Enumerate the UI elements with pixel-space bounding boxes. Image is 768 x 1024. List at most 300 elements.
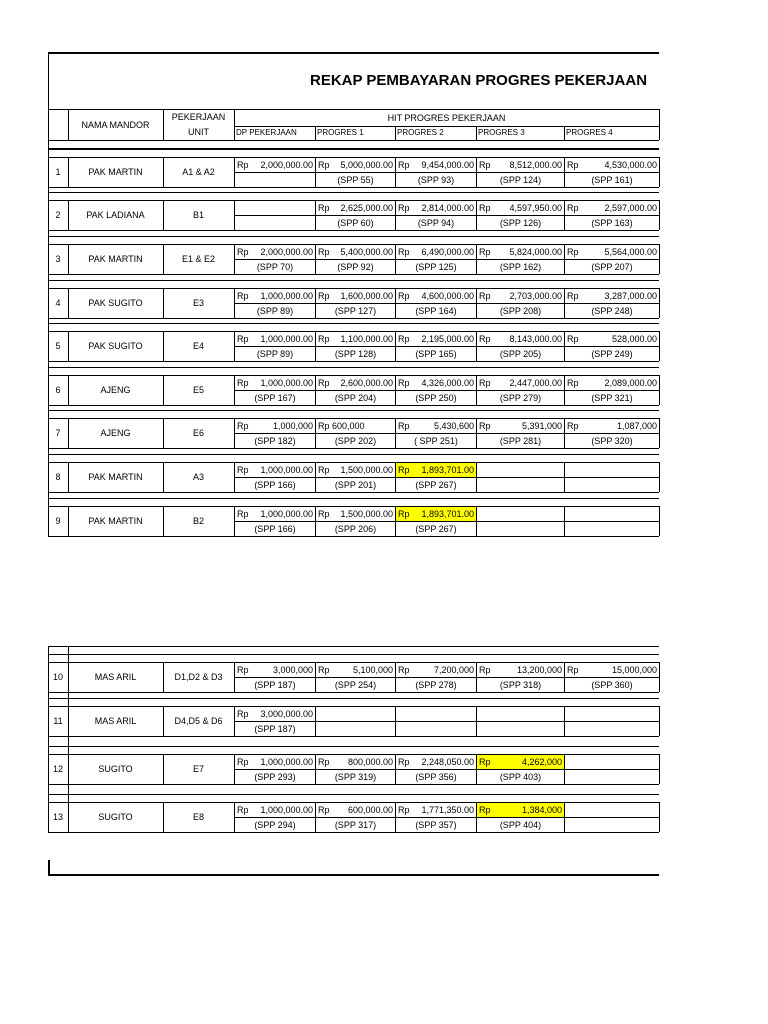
amount-value: 15,000,000 bbox=[611, 664, 657, 675]
currency-label: Rp bbox=[318, 159, 330, 170]
spp-reference: (SPP 207) bbox=[591, 261, 633, 272]
spp-reference bbox=[565, 770, 659, 784]
row-number: 9 bbox=[55, 515, 61, 526]
currency-label: Rp bbox=[318, 202, 330, 213]
unit-name: E1 & E2 bbox=[181, 253, 216, 264]
currency-label: Rp bbox=[318, 333, 330, 344]
header-col-progres-3: PROGRES 3 bbox=[478, 128, 525, 137]
spp-reference: (SPP 318) bbox=[499, 679, 542, 690]
spp-reference: (SPP 93) bbox=[417, 174, 455, 185]
payment-amount-cell bbox=[235, 245, 315, 259]
amount-value: 1,087,000 bbox=[616, 420, 657, 431]
spp-reference: (SPP 187) bbox=[254, 723, 296, 734]
row-bottom-border bbox=[48, 692, 659, 693]
spp-reference bbox=[477, 722, 564, 736]
header-col-progres-4: PROGRES 4 bbox=[566, 128, 613, 137]
amount-value: 8,143,000.00 bbox=[509, 333, 562, 344]
row-gap-line bbox=[48, 192, 659, 193]
payment-amount-cell bbox=[396, 707, 476, 721]
spp-reference: (SPP 267) bbox=[415, 479, 457, 490]
payment-amount-cell bbox=[565, 663, 659, 677]
spp-reference: (SPP 250) bbox=[415, 392, 457, 403]
payment-amount-cell bbox=[235, 289, 315, 303]
currency-label: Rp bbox=[237, 708, 249, 719]
payment-amount-cell bbox=[565, 707, 659, 721]
spp-reference: (SPP 201) bbox=[334, 479, 377, 490]
spp-reference: (SPP 167) bbox=[254, 392, 296, 403]
row-number: 13 bbox=[52, 811, 63, 822]
row-col-border bbox=[659, 506, 660, 536]
spp-reference: (SPP 124) bbox=[499, 174, 542, 185]
currency-label: Rp bbox=[398, 508, 410, 519]
spp-reference: (SPP 357) bbox=[415, 819, 457, 830]
mandor-name: MAS ARIL bbox=[94, 715, 137, 726]
currency-label: Rp bbox=[318, 508, 330, 519]
currency-label: Rp bbox=[237, 246, 249, 257]
payment-amount-cell bbox=[565, 245, 659, 259]
amount-value: 13,200,000 bbox=[516, 664, 562, 675]
payment-amount-cell bbox=[316, 419, 395, 433]
payment-amount-cell bbox=[477, 376, 564, 390]
amount-value: 1,000,000 bbox=[272, 420, 313, 431]
unit-name: A3 bbox=[192, 471, 204, 482]
spp-reference bbox=[396, 722, 476, 736]
amount-value: 5,400,000.00 bbox=[340, 246, 393, 257]
row-gap-line bbox=[48, 410, 659, 411]
unit-name: D1,D2 & D3 bbox=[174, 671, 223, 682]
page-title: REKAP PEMBAYARAN PROGRES PEKERJAAN bbox=[310, 71, 648, 89]
spp-reference: (SPP 279) bbox=[499, 392, 542, 403]
spp-reference: (SPP 125) bbox=[415, 261, 457, 272]
row-bottom-border bbox=[48, 492, 659, 493]
currency-label: Rp bbox=[398, 333, 410, 344]
payment-amount-cell bbox=[565, 463, 659, 477]
payment-amount-cell bbox=[477, 755, 564, 769]
header-divider-mandor bbox=[68, 109, 69, 140]
currency-label: Rp bbox=[237, 333, 249, 344]
spp-reference: (SPP 94) bbox=[417, 217, 455, 228]
currency-label: Rp bbox=[237, 664, 249, 675]
payment-amount-cell bbox=[565, 158, 659, 172]
payment-amount-cell bbox=[565, 755, 659, 769]
amount-value: 4,326,000.00 bbox=[421, 377, 474, 388]
amount-value: 2,447,000.00 bbox=[509, 377, 562, 388]
spp-reference: (SPP 208) bbox=[499, 305, 542, 316]
spp-reference bbox=[565, 818, 659, 832]
row-gap-line bbox=[48, 454, 659, 455]
amount-value: 1,000,000.00 bbox=[260, 756, 313, 767]
row-col-border bbox=[659, 754, 660, 784]
payment-amount-cell bbox=[396, 289, 476, 303]
currency-label: Rp bbox=[318, 464, 330, 475]
payment-amount-cell bbox=[235, 158, 315, 172]
row-col-border bbox=[659, 462, 660, 492]
amount-value: 1,100,000.00 bbox=[340, 333, 393, 344]
spp-reference: (SPP 70) bbox=[256, 261, 294, 272]
spp-reference bbox=[235, 173, 315, 187]
amount-value: 5,824,000.00 bbox=[509, 246, 562, 257]
amount-value: 2,597,000.00 bbox=[604, 202, 657, 213]
payment-amount-cell bbox=[396, 419, 476, 433]
row-bottom-border bbox=[48, 187, 659, 188]
row-number: 2 bbox=[55, 209, 61, 220]
spp-reference: (SPP 166) bbox=[254, 479, 296, 490]
amount-value: 9,454,000.00 bbox=[421, 159, 474, 170]
payment-amount-cell bbox=[316, 803, 395, 817]
currency-label: Rp bbox=[567, 420, 579, 431]
amount-value: 2,000,000.00 bbox=[260, 159, 313, 170]
payment-amount-cell bbox=[565, 376, 659, 390]
spp-reference: (SPP 161) bbox=[591, 174, 633, 185]
currency-label: Rp bbox=[398, 664, 410, 675]
header-col-divider bbox=[315, 126, 316, 140]
amount-value: 4,262,000 bbox=[521, 756, 562, 767]
spp-reference bbox=[565, 478, 659, 492]
currency-label: Rp bbox=[479, 377, 491, 388]
payment-amount-cell bbox=[235, 707, 315, 721]
currency-label: Rp bbox=[237, 464, 249, 475]
payment-amount-cell bbox=[565, 201, 659, 215]
currency-label: Rp bbox=[479, 159, 491, 170]
row-col-border bbox=[659, 375, 660, 405]
row-number: 10 bbox=[52, 671, 63, 682]
amount-value: 1,000,000.00 bbox=[260, 290, 313, 301]
row-bottom-border bbox=[48, 736, 659, 737]
payment-amount-cell bbox=[316, 158, 395, 172]
payment-amount-cell bbox=[396, 507, 476, 521]
spp-reference: (SPP 403) bbox=[499, 771, 542, 782]
row-col-border bbox=[659, 418, 660, 448]
currency-label: Rp bbox=[237, 756, 249, 767]
amount-value: 7,200,000 bbox=[433, 664, 474, 675]
header-col-progres-2: PROGRES 2 bbox=[397, 128, 444, 137]
row-col-border bbox=[659, 331, 660, 361]
spp-reference: (SPP 162) bbox=[499, 261, 542, 272]
header-divider-progres bbox=[234, 109, 235, 140]
currency-label: Rp bbox=[567, 202, 579, 213]
currency-label: Rp bbox=[398, 159, 410, 170]
row-number: 3 bbox=[55, 253, 61, 264]
unit-name: E4 bbox=[192, 340, 204, 351]
header-nama-mandor: NAMA MANDOR bbox=[81, 119, 150, 130]
amount-value: 600,000.00 bbox=[347, 804, 393, 815]
footer-line bbox=[48, 874, 659, 876]
currency-label: Rp bbox=[398, 246, 410, 257]
spp-reference: (SPP 60) bbox=[337, 217, 374, 228]
spp-reference: (SPP 248) bbox=[591, 305, 633, 316]
currency-label: Rp bbox=[237, 804, 249, 815]
header-line-sub bbox=[234, 126, 659, 127]
mandor-name: MAS ARIL bbox=[94, 671, 137, 682]
header-col-progres-1: PROGRES 1 bbox=[317, 128, 364, 137]
currency-label: Rp bbox=[318, 290, 330, 301]
spp-reference: (SPP 249) bbox=[591, 348, 633, 359]
spp-reference: (SPP 164) bbox=[415, 305, 457, 316]
currency-label: Rp bbox=[567, 333, 579, 344]
currency-label: Rp bbox=[237, 290, 249, 301]
currency-label: Rp bbox=[567, 159, 579, 170]
unit-name: E6 bbox=[192, 427, 204, 438]
amount-value: 5,000,000.00 bbox=[340, 159, 393, 170]
currency-label: Rp bbox=[479, 420, 491, 431]
payment-amount-cell bbox=[235, 507, 315, 521]
currency-label: Rp bbox=[398, 202, 410, 213]
header-pekerjaan: PEKERJAAN bbox=[171, 112, 226, 122]
currency-label: Rp bbox=[567, 290, 579, 301]
amount-value: 2,248,050.00 bbox=[421, 756, 474, 767]
spp-reference bbox=[565, 522, 659, 536]
unit-name: D4,D5 & D6 bbox=[174, 715, 223, 726]
spp-reference: (SPP 89) bbox=[256, 305, 294, 316]
currency-label: Rp bbox=[318, 377, 330, 388]
amount-value: 2,000,000.00 bbox=[260, 246, 313, 257]
amount-value: 1,893,701.00 bbox=[421, 464, 474, 475]
payment-amount-cell bbox=[316, 463, 395, 477]
mandor-name: PAK MARTIN bbox=[88, 166, 143, 177]
currency-label: Rp bbox=[237, 159, 249, 170]
row-col-border bbox=[659, 802, 660, 832]
amount-value: 2,600,000.00 bbox=[340, 377, 393, 388]
payment-amount-cell bbox=[396, 332, 476, 346]
spp-reference: (SPP 281) bbox=[499, 435, 542, 446]
currency-label: Rp bbox=[479, 664, 491, 675]
payment-amount-cell bbox=[396, 158, 476, 172]
amount-value: 800,000.00 bbox=[347, 756, 393, 767]
amount-value: 4,600,000.00 bbox=[421, 290, 474, 301]
payment-amount-cell bbox=[396, 201, 476, 215]
mandor-name: PAK LADIANA bbox=[86, 209, 145, 220]
spp-reference: (SPP 254) bbox=[334, 679, 377, 690]
amount-value: 1,500,000.00 bbox=[340, 464, 393, 475]
row-bottom-border bbox=[48, 230, 659, 231]
payment-amount-cell bbox=[477, 158, 564, 172]
amount-value: 1,000,000.00 bbox=[260, 333, 313, 344]
payment-amount-cell bbox=[477, 201, 564, 215]
payment-amount-cell bbox=[396, 803, 476, 817]
footer-tick bbox=[48, 860, 50, 876]
row-gap-line bbox=[48, 654, 659, 655]
payment-amount-cell bbox=[565, 803, 659, 817]
amount-value: 1,500,000.00 bbox=[340, 508, 393, 519]
mandor-name: AJENG bbox=[100, 384, 131, 395]
payment-amount-cell bbox=[316, 707, 395, 721]
row-number: 1 bbox=[55, 166, 61, 177]
amount-value: 5,564,000.00 bbox=[604, 246, 657, 257]
row-number: 4 bbox=[55, 297, 61, 308]
row-bottom-border bbox=[48, 536, 659, 537]
currency-label: Rp bbox=[479, 290, 491, 301]
row-bottom-border bbox=[48, 784, 659, 785]
currency-label: Rp bbox=[479, 804, 491, 815]
amount-value: 1,384,000 bbox=[521, 804, 562, 815]
payment-amount-cell bbox=[316, 289, 395, 303]
amount-value: 1,600,000.00 bbox=[340, 290, 393, 301]
unit-name: E7 bbox=[192, 763, 204, 774]
spp-reference: (SPP 267) bbox=[415, 523, 457, 534]
amount-value: 4,530,000.00 bbox=[604, 159, 657, 170]
payment-amount-cell bbox=[235, 663, 315, 677]
payment-amount-cell bbox=[235, 419, 315, 433]
payment-amount-cell bbox=[565, 332, 659, 346]
amount-value: 4,597,950.00 bbox=[509, 202, 562, 213]
mandor-name: PAK MARTIN bbox=[88, 253, 143, 264]
payment-amount-cell bbox=[316, 755, 395, 769]
payment-amount-cell bbox=[477, 803, 564, 817]
currency-label: Rp bbox=[237, 508, 249, 519]
row-gap-line bbox=[48, 280, 659, 281]
header-line-bottom bbox=[48, 140, 659, 141]
payment-amount-cell bbox=[565, 289, 659, 303]
amount-value: 1,000,000.00 bbox=[260, 377, 313, 388]
mandor-name: PAK MARTIN bbox=[88, 471, 143, 482]
spp-reference: (SPP 404) bbox=[499, 819, 542, 830]
amount-value: 1,000,000.00 bbox=[260, 804, 313, 815]
amount-value: 2,195,000.00 bbox=[421, 333, 474, 344]
amount-value: 5,391,000 bbox=[521, 420, 562, 431]
currency-label: Rp bbox=[318, 804, 330, 815]
row-col-border bbox=[659, 244, 660, 274]
amount-value: 2,703,000.00 bbox=[509, 290, 562, 301]
spp-reference: (SPP 206) bbox=[334, 523, 377, 534]
payment-amount-cell bbox=[235, 755, 315, 769]
spp-reference bbox=[477, 478, 564, 492]
payment-amount-cell bbox=[235, 463, 315, 477]
spp-reference: (SPP 127) bbox=[334, 305, 377, 316]
currency-label: Rp bbox=[398, 804, 410, 815]
payment-amount-cell bbox=[477, 507, 564, 521]
spp-reference bbox=[565, 722, 659, 736]
mandor-name: AJENG bbox=[100, 427, 131, 438]
payment-amount-cell bbox=[477, 707, 564, 721]
amount-value: 2,625,000.00 bbox=[340, 202, 393, 213]
amount-value: 2,089,000.00 bbox=[604, 377, 657, 388]
spp-reference bbox=[235, 216, 315, 230]
row-col-border bbox=[659, 288, 660, 318]
payment-amount-cell bbox=[316, 507, 395, 521]
spp-reference: (SPP 294) bbox=[254, 819, 296, 830]
amount-value: 528,000.00 bbox=[611, 333, 657, 344]
row-gap-line bbox=[48, 698, 659, 699]
header-right-border bbox=[659, 109, 660, 140]
header-col-divider bbox=[564, 126, 565, 140]
row-bottom-border bbox=[48, 832, 659, 833]
spp-reference: (SPP 92) bbox=[337, 261, 374, 272]
row-col-border bbox=[659, 662, 660, 692]
row-gap-line bbox=[48, 498, 659, 499]
mandor-name: SUGITO bbox=[98, 811, 133, 822]
row-bottom-border bbox=[48, 448, 659, 449]
currency-label: Rp bbox=[318, 246, 330, 257]
spp-reference: (SPP 165) bbox=[415, 348, 457, 359]
currency-label: Rp bbox=[479, 756, 491, 767]
payment-amount-cell bbox=[396, 755, 476, 769]
amount-value: 1,000,000.00 bbox=[260, 464, 313, 475]
payment-amount-cell bbox=[477, 245, 564, 259]
amount-value: 3,000,000.00 bbox=[260, 708, 313, 719]
spp-reference: (SPP 317) bbox=[334, 819, 377, 830]
currency-label: Rp bbox=[567, 664, 579, 675]
row-gap-line bbox=[48, 149, 659, 150]
mandor-name: PAK MARTIN bbox=[88, 515, 143, 526]
amount-value: 1,893,701.00 bbox=[421, 508, 474, 519]
spp-reference: (SPP 166) bbox=[254, 523, 296, 534]
row-bottom-border bbox=[48, 274, 659, 275]
amount-value: 8,512,000.00 bbox=[509, 159, 562, 170]
payment-amount-cell bbox=[477, 289, 564, 303]
mandor-name: PAK SUGITO bbox=[88, 340, 143, 351]
spp-reference: (SPP 278) bbox=[415, 679, 457, 690]
row-gap-line bbox=[48, 236, 659, 237]
payment-amount-cell bbox=[396, 376, 476, 390]
amount-value: 3,287,000.00 bbox=[604, 290, 657, 301]
mandor-name: PAK SUGITO bbox=[88, 297, 143, 308]
spp-reference: (SPP 205) bbox=[499, 348, 542, 359]
row-bottom-border bbox=[48, 361, 659, 362]
unit-name: B2 bbox=[192, 515, 204, 526]
currency-label: Rp bbox=[479, 202, 491, 213]
row-col-border bbox=[659, 706, 660, 736]
payment-amount-cell bbox=[235, 201, 315, 215]
amount-value: 3,000,000 bbox=[272, 664, 313, 675]
header-hit-progres: HIT PROGRES PEKERJAAN bbox=[387, 112, 506, 123]
unit-name: E3 bbox=[192, 297, 204, 308]
row-gap-line bbox=[48, 794, 659, 795]
payment-amount-cell bbox=[396, 245, 476, 259]
unit-name: E8 bbox=[192, 811, 204, 822]
spp-reference: ( SPP 251) bbox=[414, 435, 458, 446]
amount-value: 1,000,000.00 bbox=[260, 508, 313, 519]
row-number: 6 bbox=[55, 384, 61, 395]
row-number: 5 bbox=[55, 340, 61, 351]
payment-amount-cell bbox=[316, 376, 395, 390]
currency-label: Rp bbox=[567, 246, 579, 257]
payment-amount-cell bbox=[316, 201, 395, 215]
header-col-dp: DP PEKERJAAN bbox=[236, 128, 297, 137]
payment-amount-cell bbox=[477, 332, 564, 346]
currency-label: Rp bbox=[318, 756, 330, 767]
row-number: 12 bbox=[52, 763, 63, 774]
header-col-divider bbox=[395, 126, 396, 140]
row-gap-line bbox=[48, 323, 659, 324]
payment-amount-cell bbox=[316, 245, 395, 259]
row-number: 7 bbox=[55, 427, 61, 438]
currency-label: Rp bbox=[318, 664, 330, 675]
currency-label: Rp bbox=[479, 246, 491, 257]
currency-label: Rp bbox=[567, 377, 579, 388]
spp-reference: (SPP 293) bbox=[254, 771, 296, 782]
spp-reference: (SPP 163) bbox=[591, 217, 633, 228]
amount-value: 2,814,000.00 bbox=[421, 202, 474, 213]
payment-amount-cell bbox=[565, 507, 659, 521]
unit-name: A1 & A2 bbox=[182, 166, 215, 177]
row-col-border bbox=[659, 157, 660, 187]
spp-reference: (SPP 182) bbox=[254, 435, 296, 446]
row-gap-line bbox=[48, 367, 659, 368]
payment-amount-cell bbox=[235, 332, 315, 346]
payment-amount-cell bbox=[396, 463, 476, 477]
spp-reference: (SPP 319) bbox=[334, 771, 377, 782]
currency-label: Rp bbox=[237, 377, 249, 388]
payment-amount-cell bbox=[477, 663, 564, 677]
currency-label: Rp bbox=[398, 290, 410, 301]
spp-reference: (SPP 204) bbox=[334, 392, 377, 403]
mandor-name: SUGITO bbox=[98, 763, 133, 774]
spp-reference: (SPP 356) bbox=[415, 771, 457, 782]
spp-reference: (SPP 128) bbox=[334, 348, 377, 359]
spp-reference bbox=[477, 522, 564, 536]
payment-amount-cell bbox=[316, 663, 395, 677]
spp-reference: (SPP 89) bbox=[256, 348, 294, 359]
